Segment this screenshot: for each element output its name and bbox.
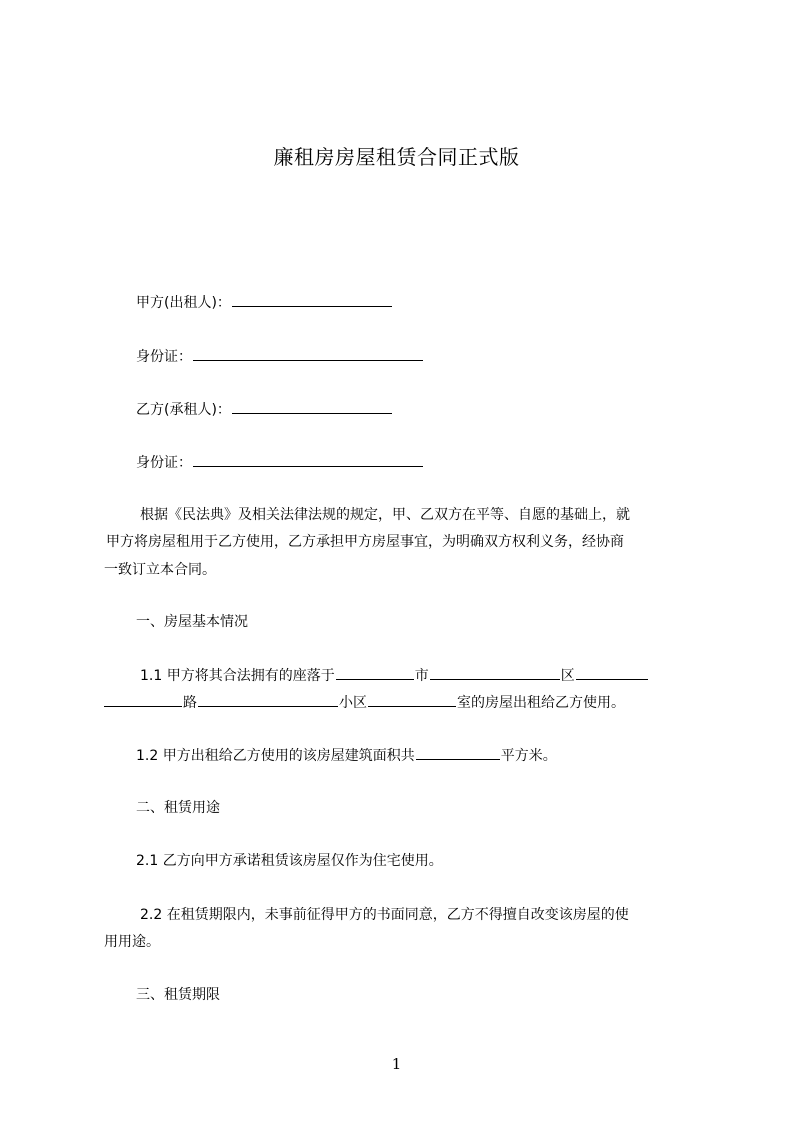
city-blank[interactable] <box>336 665 414 680</box>
clause-2-2-line-2: 用用途。 <box>104 934 160 950</box>
clause-1-1-city: 市 <box>414 668 429 684</box>
section-2-heading: 二、租赁用途 <box>136 800 220 816</box>
id-blank-1[interactable] <box>193 346 423 361</box>
id-row-2 <box>136 452 424 473</box>
clause-2-2-line-1: 2.2 在租赁期限内，未事前征得甲方的书面同意，乙方不得擅自改变该房屋的使 <box>140 907 629 923</box>
clause-1-1-end: 室的房屋出租给乙方使用。 <box>457 695 625 711</box>
community-blank[interactable] <box>198 692 338 707</box>
preamble-line-1: 根据《民法典》及相关法律法规的规定，甲、乙双方在平等、自愿的基础上，就 <box>140 507 630 523</box>
clause-1-1-line-2 <box>104 692 625 713</box>
party-a-blank[interactable] <box>232 292 392 307</box>
id-blank-2[interactable] <box>193 452 423 467</box>
document-title: 廉租房房屋租赁合同正式版 <box>273 145 520 169</box>
clause-1-1-text: 1.1 甲方将其合法拥有的座落于 <box>140 668 335 684</box>
clause-2-1: 2.1 乙方向甲方承诺租赁该房屋仅作为住宅使用。 <box>136 853 443 869</box>
section-1-heading: 一、房屋基本情况 <box>136 614 248 630</box>
preamble-line-2: 甲方将房屋租用于乙方使用，乙方承担甲方房屋事宜，为明确双方权利义务，经协商 <box>106 534 624 550</box>
party-b-label: 乙方(承租人)： <box>136 402 231 418</box>
party-a-row <box>136 292 393 313</box>
road-blank[interactable] <box>104 692 182 707</box>
clause-1-1-road: 路 <box>183 695 197 711</box>
party-a-label: 甲方(出租人)： <box>136 295 231 311</box>
page-number: 1 <box>391 1055 402 1073</box>
id-row-1 <box>136 346 424 367</box>
id-label-2: 身份证： <box>136 455 192 471</box>
section-3-heading: 三、租赁期限 <box>136 987 220 1003</box>
district-tail-blank[interactable] <box>576 665 648 680</box>
clause-1-2-unit: 平方米。 <box>500 748 557 764</box>
clause-1-2 <box>136 745 557 766</box>
clause-1-1-community: 小区 <box>339 695 367 711</box>
preamble-line-3: 一致订立本合同。 <box>104 562 216 578</box>
clause-1-2-text: 1.2 甲方出租给乙方使用的该房屋建筑面积共 <box>136 748 415 764</box>
area-blank[interactable] <box>416 745 500 760</box>
id-label-1: 身份证： <box>136 349 192 365</box>
district-blank[interactable] <box>430 665 560 680</box>
party-b-row <box>136 399 393 420</box>
party-b-blank[interactable] <box>232 399 392 414</box>
clause-1-1-district: 区 <box>560 668 575 684</box>
room-blank[interactable] <box>368 692 456 707</box>
clause-1-1-line-1 <box>140 665 649 686</box>
